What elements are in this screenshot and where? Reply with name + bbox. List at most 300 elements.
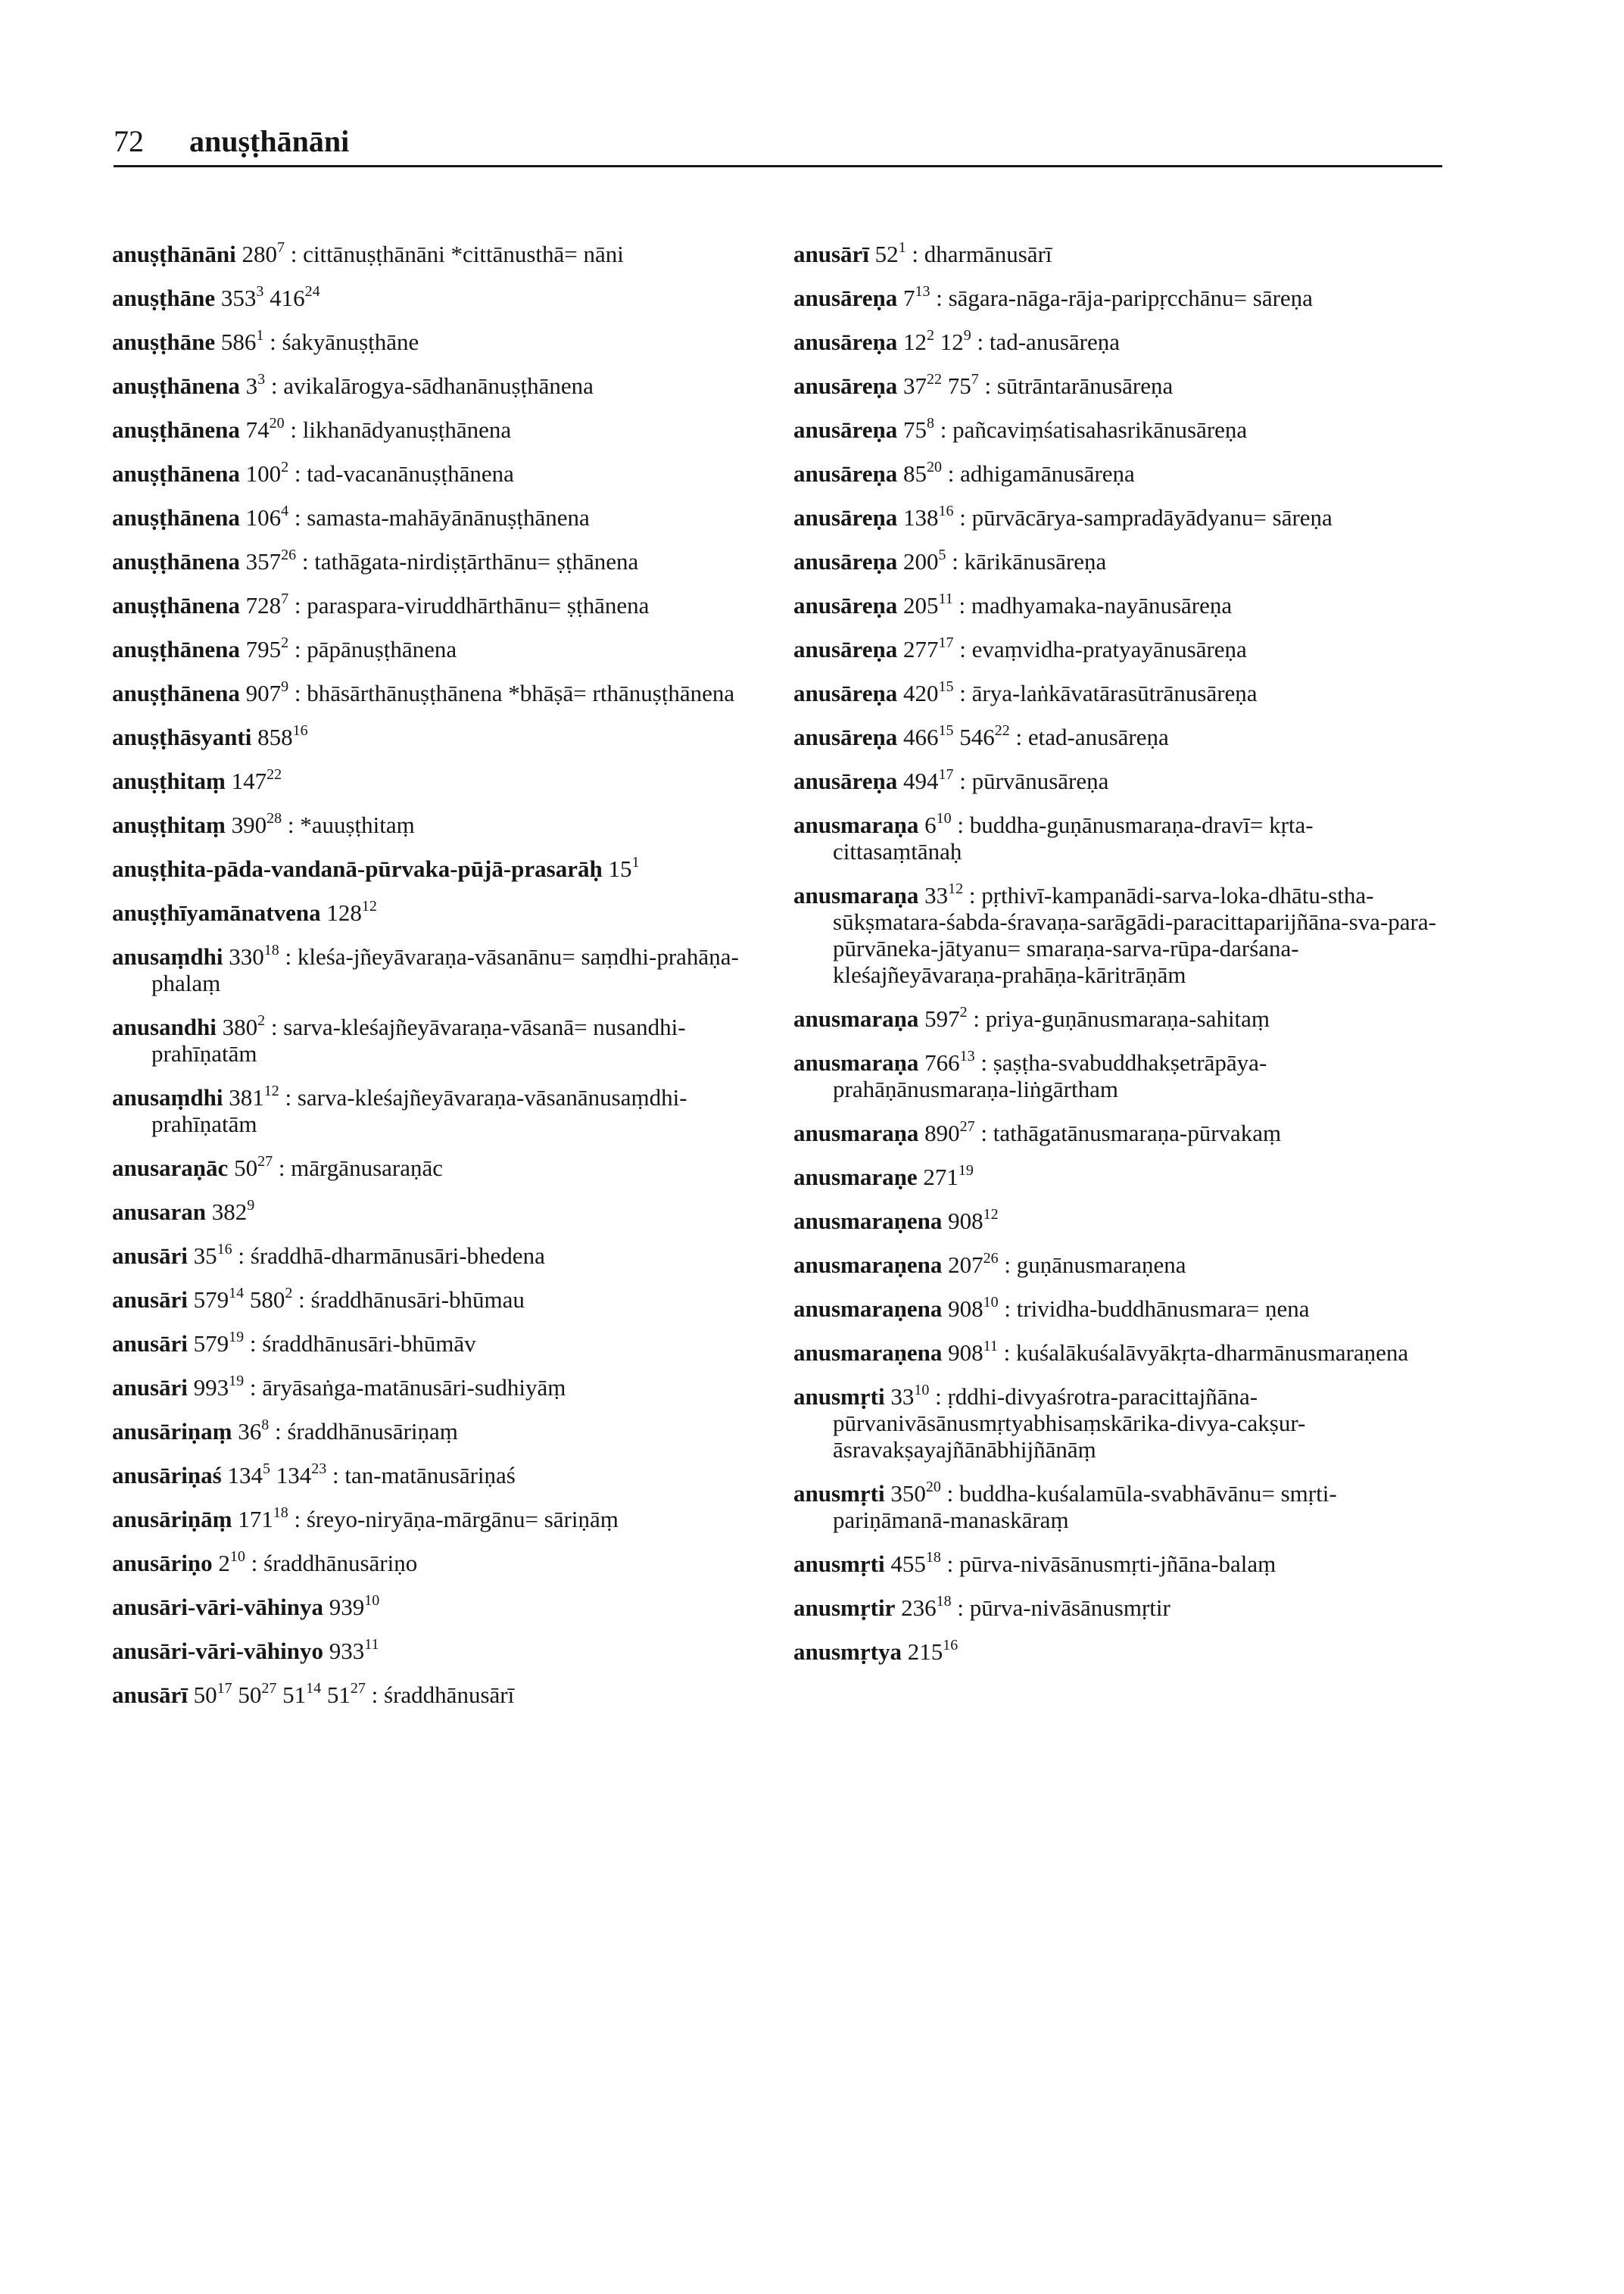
reference-line: 10: [983, 1294, 999, 1311]
reference-page: 3: [245, 372, 258, 399]
reference-line: 8: [261, 1417, 270, 1433]
page-reference: [903, 329, 934, 355]
index-entry: [793, 1383, 1437, 1463]
index-entry: [793, 680, 1437, 706]
entry-context: : pūrva-nivāsānusmṛti-jñāna-balaṃ: [946, 1551, 1276, 1577]
index-entry: [112, 1286, 756, 1313]
reference-line: 7: [971, 371, 979, 388]
entry-headword: anuṣṭhānena: [112, 504, 240, 531]
reference-line: 18: [925, 1549, 941, 1566]
reference-page: 380: [222, 1014, 258, 1040]
entry-context: : pṛthivī-kampanādi-sarva-loka-dhātu-stha-sūkṣmatara-śabda-śravaṇa-sarāgādi-paracittaparijñāna-sva-para-pūrvāneka-jātyanu= smaraṇa-sarva-rūpa-darśana-kleśajñeyāvaraṇa-prahāṇa-kāritrāṇām: [833, 882, 1436, 988]
entry-headword: anusmaraṇa: [793, 812, 919, 838]
index-entry: [793, 1551, 1437, 1577]
page-reference: [232, 768, 282, 794]
index-entry: [112, 1550, 756, 1576]
page-reference: [908, 1638, 959, 1665]
reference-page: 586: [220, 329, 257, 355]
page-reference: [238, 1418, 269, 1445]
reference-line: 2: [281, 634, 289, 651]
entry-headword: anusārī: [112, 1682, 188, 1708]
entry-headword: anuṣṭhāne: [112, 285, 216, 311]
reference-line: 19: [229, 1329, 245, 1345]
index-entry: [112, 1374, 756, 1401]
reference-page: 33: [890, 1383, 915, 1410]
entry-context: : tad-vacanānuṣṭhānena: [294, 460, 514, 487]
entry-context: : paraspara-viruddhārthānu= ṣṭhānena: [294, 592, 650, 619]
entry-headword: anusaran: [112, 1198, 207, 1225]
index-column-left: [112, 241, 756, 1725]
reference-page: 382: [211, 1198, 248, 1225]
reference-line: 3: [256, 283, 264, 300]
entry-headword: anusāri-vāri-vāhinyo: [112, 1638, 324, 1664]
reference-page: 390: [231, 812, 267, 838]
page-reference: [948, 1251, 999, 1278]
reference-line: 17: [217, 1680, 232, 1697]
entry-context: : cittānuṣṭhānāni *cittānusthā= nāni: [290, 241, 624, 267]
reference-line: 22: [927, 371, 942, 388]
reference-line: 4: [281, 503, 289, 519]
reference-page: 205: [903, 592, 939, 619]
index-entry: [112, 724, 756, 750]
entry-headword: anuṣṭhānena: [112, 460, 240, 487]
reference-line: 17: [938, 766, 954, 783]
entry-headword: anuṣṭhāsyanti: [112, 724, 252, 750]
page-reference: [875, 241, 906, 267]
entry-context: : tathāgatānusmaraṇa-pūrvakaṃ: [980, 1120, 1282, 1146]
reference-page: 128: [326, 899, 362, 926]
reference-page: 15: [608, 856, 632, 882]
page-reference: [890, 1383, 929, 1410]
index-entry: [793, 1164, 1437, 1190]
index-entry: [112, 329, 756, 355]
reference-page: 908: [948, 1295, 983, 1322]
page-reference: [903, 548, 946, 575]
page-reference: [903, 724, 954, 750]
page-reference: [282, 1682, 321, 1708]
entry-headword: anusaṃdhi: [112, 1084, 223, 1111]
entry-context: : sarva-kleśajñeyāvaraṇa-vāsanānusaṃdhi-prahīṇatām: [151, 1084, 687, 1137]
page-reference: [242, 241, 285, 267]
page-reference: [948, 1208, 999, 1234]
reference-line: 16: [292, 722, 308, 739]
index-entry: [112, 1462, 756, 1488]
page-reference: [232, 812, 282, 838]
index-entry: [793, 329, 1437, 355]
page-reference: [924, 1005, 968, 1032]
entry-headword: anusmṛti: [793, 1383, 885, 1410]
reference-page: 85: [903, 460, 927, 487]
reference-page: 74: [245, 416, 270, 443]
reference-page: 147: [231, 768, 267, 794]
entry-headword: anusmaraṇa: [793, 1005, 919, 1032]
entry-headword: anusāriṇaś: [112, 1462, 222, 1488]
index-entry: [793, 1594, 1437, 1621]
entry-context: : pūrvācārya-sampradāyādyanu= sāreṇa: [959, 504, 1333, 531]
entry-headword: anusāreṇa: [793, 460, 898, 487]
running-header: [114, 115, 1442, 167]
index-entry: [112, 1594, 756, 1620]
reference-page: 7: [903, 285, 915, 311]
page-reference: [229, 1084, 279, 1111]
reference-line: 12: [983, 1206, 999, 1223]
reference-line: 28: [267, 810, 282, 827]
reference-page: 277: [903, 636, 939, 662]
entry-headword: anusāreṇa: [793, 768, 898, 794]
reference-page: 330: [229, 943, 264, 970]
entry-context: : adhigamānusāreṇa: [947, 460, 1135, 487]
index-entry: [112, 1418, 756, 1445]
page-reference: [903, 416, 934, 443]
entry-headword: anusāreṇa: [793, 636, 898, 662]
page-reference: [903, 768, 954, 794]
page-reference: [194, 1286, 245, 1313]
page-reference: [194, 1330, 245, 1357]
index-entry: [112, 285, 756, 311]
reference-page: 353: [220, 285, 257, 311]
entry-context: : śraddhānusāriṇaṃ: [274, 1418, 458, 1445]
entry-context: : dharmānusārī: [912, 241, 1052, 267]
page-reference: [948, 1295, 999, 1322]
reference-line: 26: [281, 547, 297, 563]
reference-line: 26: [983, 1250, 999, 1267]
reference-line: 17: [938, 634, 954, 651]
entry-headword: anusāriṇaṃ: [112, 1418, 232, 1445]
index-entry: [112, 372, 756, 399]
reference-line: 8: [927, 415, 934, 432]
entry-context: : tan-matānusāriṇaś: [332, 1462, 516, 1488]
entry-headword: anusāri-vāri-vāhinya: [112, 1594, 324, 1620]
entry-context: : buddha-kuśalamūla-svabhāvānu= smṛti-pariṇāmanā-manaskāraṃ: [833, 1480, 1337, 1533]
page-number: 72: [114, 124, 144, 158]
reference-page: 728: [245, 592, 282, 619]
entry-headword: anusāreṇa: [793, 680, 898, 706]
entry-headword: anusmṛti: [793, 1551, 885, 1577]
index-entry: [793, 1480, 1437, 1533]
index-entry: [112, 1242, 756, 1269]
index-entry: [793, 1120, 1437, 1146]
reference-line: 9: [963, 327, 971, 344]
index-entry: [793, 882, 1437, 988]
reference-page: 381: [229, 1084, 264, 1111]
page-reference: [959, 724, 1010, 750]
index-entry: [793, 548, 1437, 575]
entry-headword: anusāreṇa: [793, 372, 898, 399]
reference-page: 939: [329, 1594, 365, 1620]
page-reference: [229, 943, 279, 970]
reference-line: 1: [256, 327, 264, 344]
reference-page: 50: [238, 1682, 262, 1708]
index-entry: [112, 241, 756, 267]
reference-line: 9: [281, 678, 289, 695]
page-reference: [329, 1638, 379, 1664]
entry-headword: anuṣṭhānena: [112, 592, 240, 619]
page-reference: [326, 899, 377, 926]
entry-headword: anuṣṭhānena: [112, 548, 240, 575]
index-entry: [793, 592, 1437, 619]
reference-line: 2: [281, 459, 289, 475]
reference-line: 10: [914, 1382, 930, 1398]
entry-context: : pūrva-nivāsānusmṛtir: [957, 1594, 1170, 1621]
page-reference: [246, 680, 289, 706]
entry-headword: anusmaraṇa: [793, 1120, 919, 1146]
entry-headword: anuṣṭhāne: [112, 329, 216, 355]
index-entry: [793, 724, 1437, 750]
reference-page: 215: [907, 1638, 943, 1665]
running-title: anuṣṭhānāni: [189, 124, 350, 158]
page-reference: [948, 1339, 998, 1366]
index-entry: [793, 285, 1437, 311]
index-entry: [793, 1638, 1437, 1665]
entry-context: : śraddhānusāri-bhūmau: [298, 1286, 525, 1313]
page-reference: [948, 372, 979, 399]
entry-headword: anusmaraṇa: [793, 882, 919, 909]
reference-line: 1: [898, 239, 906, 256]
page-reference: [221, 329, 264, 355]
index-column-right: [793, 241, 1437, 1682]
reference-line: 19: [229, 1373, 245, 1389]
index-entry: [112, 1682, 756, 1708]
entry-context: : trividha-buddhānusmara= ṇena: [1004, 1295, 1310, 1322]
entry-headword: anusāri: [112, 1242, 188, 1269]
reference-page: 37: [903, 372, 927, 399]
index-entry: [112, 768, 756, 794]
page-reference: [246, 636, 289, 662]
entry-headword: anusāri: [112, 1330, 188, 1357]
entry-context: : sūtrāntarānusāreṇa: [984, 372, 1174, 399]
page-reference: [246, 416, 285, 443]
reference-line: 27: [261, 1680, 277, 1697]
reference-line: 15: [938, 678, 954, 695]
reference-page: 908: [948, 1339, 983, 1366]
reference-line: 16: [217, 1241, 232, 1258]
reference-page: 350: [890, 1480, 926, 1507]
page-reference: [194, 1682, 232, 1708]
reference-line: 14: [306, 1680, 322, 1697]
reference-line: 20: [925, 1479, 941, 1495]
entry-headword: anusāreṇa: [793, 548, 898, 575]
index-entry: [112, 636, 756, 662]
reference-line: 12: [263, 1083, 279, 1099]
entry-headword: anuṣṭhīyamānatvena: [112, 899, 321, 926]
page-reference: [223, 1014, 266, 1040]
reference-page: 416: [270, 285, 305, 311]
reference-page: 171: [238, 1506, 273, 1532]
reference-page: 12: [940, 329, 964, 355]
index-entry: [112, 856, 756, 882]
index-entry: [793, 372, 1437, 399]
page-reference: [903, 285, 930, 311]
index-entry: [793, 636, 1437, 662]
reference-line: 20: [269, 415, 285, 432]
reference-page: 579: [193, 1286, 229, 1313]
entry-context: : śraddhānusāriṇo: [251, 1550, 418, 1576]
reference-line: 19: [958, 1162, 974, 1179]
entry-context: : sāgara-nāga-rāja-paripṛcchānu= sāreṇa: [936, 285, 1313, 311]
entry-context: : śraddhānusāri-bhūmāv: [249, 1330, 476, 1357]
entry-headword: anusaraṇāc: [112, 1155, 229, 1181]
index-entry: [112, 1638, 756, 1664]
reference-page: 106: [245, 504, 282, 531]
index-entry: [793, 1295, 1437, 1322]
reference-line: 27: [257, 1153, 273, 1170]
page-reference: [194, 1374, 245, 1401]
reference-line: 18: [273, 1504, 288, 1521]
index-entry: [112, 1198, 756, 1225]
entry-headword: anusāreṇa: [793, 504, 898, 531]
entry-headword: anusāreṇa: [793, 329, 898, 355]
reference-page: 12: [903, 329, 927, 355]
page-reference: [924, 882, 963, 909]
entry-context: : pūrvānusāreṇa: [959, 768, 1109, 794]
entry-headword: anuṣṭhānena: [112, 680, 240, 706]
reference-line: 2: [257, 1012, 266, 1029]
reference-page: 138: [903, 504, 939, 531]
entry-context: : śakyānuṣṭhāne: [270, 329, 419, 355]
reference-line: 13: [959, 1048, 975, 1064]
reference-line: 5: [938, 547, 946, 563]
entry-context: : ārya-laṅkāvatārasūtrānusāreṇa: [959, 680, 1258, 706]
index-entry: [793, 1208, 1437, 1234]
index-entry: [793, 460, 1437, 487]
page-reference: [903, 372, 942, 399]
page-reference: [234, 1155, 273, 1181]
index-entry: [793, 1049, 1437, 1102]
entry-headword: anusāri: [112, 1286, 188, 1313]
page-reference: [246, 504, 289, 531]
index-entry: [112, 1084, 756, 1137]
entry-context: : śraddhā-dharmānusāri-bhedena: [238, 1242, 545, 1269]
entry-context: : pañcaviṃśatisahasrikānusāreṇa: [940, 416, 1248, 443]
reference-page: 546: [959, 724, 995, 750]
entry-headword: anuṣṭhitaṃ: [112, 768, 226, 794]
reference-page: 357: [245, 548, 282, 575]
entry-context: : *auuṣṭhitaṃ: [287, 812, 415, 838]
page-reference: [924, 1120, 975, 1146]
reference-page: 134: [227, 1462, 263, 1488]
entry-headword: anusāreṇa: [793, 592, 898, 619]
index-entry: [793, 1339, 1437, 1366]
entry-context: : tad-anusāreṇa: [977, 329, 1120, 355]
page-reference: [903, 680, 954, 706]
reference-page: 890: [924, 1120, 960, 1146]
reference-line: 11: [938, 591, 953, 607]
entry-headword: anusmaraṇena: [793, 1208, 943, 1234]
reference-page: 908: [948, 1208, 983, 1234]
reference-page: 33: [924, 882, 949, 909]
entry-context: : mārgānusaraṇāc: [278, 1155, 443, 1181]
entry-context: : madhyamaka-nayānusāreṇa: [959, 592, 1233, 619]
entry-context: : etad-anusāreṇa: [1015, 724, 1169, 750]
reference-line: 3: [257, 371, 266, 388]
page-reference: [329, 1594, 380, 1620]
page-reference: [923, 1164, 974, 1190]
reference-line: 5: [262, 1460, 270, 1477]
reference-page: 280: [242, 241, 277, 267]
index-entry: [112, 548, 756, 575]
page-reference: [218, 1550, 245, 1576]
index-entry: [793, 416, 1437, 443]
index-entry: [793, 241, 1437, 267]
entry-headword: anusāri: [112, 1374, 188, 1401]
entry-headword: anusandhi: [112, 1014, 217, 1040]
reference-page: 51: [326, 1682, 351, 1708]
page-reference: [246, 548, 297, 575]
reference-page: 75: [903, 416, 927, 443]
reference-page: 36: [238, 1418, 262, 1445]
index-entry: [793, 504, 1437, 531]
reference-page: 466: [903, 724, 939, 750]
reference-page: 236: [901, 1594, 937, 1621]
reference-page: 75: [947, 372, 971, 399]
index-entry: [793, 768, 1437, 794]
reference-page: 52: [874, 241, 899, 267]
page-reference: [903, 592, 953, 619]
entry-context: : priya-guṇānusmaraṇa-sahitaṃ: [973, 1005, 1270, 1032]
page-reference: [246, 372, 266, 399]
entry-headword: anusmaraṇe: [793, 1164, 918, 1190]
page-reference: [227, 1462, 270, 1488]
page-reference: [194, 1242, 232, 1269]
entry-headword: anuṣṭhānena: [112, 372, 240, 399]
reference-line: 11: [983, 1338, 998, 1354]
reference-line: 15: [938, 722, 954, 739]
page-reference: [940, 329, 971, 355]
page-reference: [238, 1506, 288, 1532]
reference-page: 766: [924, 1049, 960, 1076]
reference-line: 22: [267, 766, 282, 783]
entry-headword: anuṣṭhānena: [112, 416, 240, 443]
entry-context: : sarva-kleśajñeyāvaraṇa-vāsanā= nusandhi-prahīṇatām: [151, 1014, 686, 1067]
reference-line: 11: [364, 1636, 379, 1653]
entry-context: : pāpānuṣṭhānena: [294, 636, 457, 662]
entry-headword: anusmṛti: [793, 1480, 885, 1507]
entry-context: : buddha-guṇānusmaraṇa-dravī= kṛta-cittasaṃtānaḥ: [833, 812, 1314, 865]
page-reference: [270, 285, 320, 311]
reference-page: 858: [257, 724, 293, 750]
page-reference: [238, 1682, 276, 1708]
reference-line: 23: [311, 1460, 327, 1477]
reference-line: 7: [281, 591, 289, 607]
index-entry: [112, 504, 756, 531]
page-reference: [924, 812, 952, 838]
reference-page: 597: [924, 1005, 960, 1032]
page-reference: [276, 1462, 327, 1488]
reference-line: 12: [361, 898, 377, 915]
entry-headword: anuṣṭhitaṃ: [112, 812, 226, 838]
entry-headword: anusaṃdhi: [112, 943, 223, 970]
reference-page: 207: [948, 1251, 983, 1278]
reference-line: 10: [229, 1548, 245, 1565]
entry-context: : āryāsaṅga-matānusāri-sudhiyāṃ: [249, 1374, 566, 1401]
index-entry: [112, 899, 756, 926]
reference-page: 134: [276, 1462, 312, 1488]
entry-context: : ṛddhi-divyaśrotra-paracittajñāna-pūrvanivāsānusmṛtyabhisaṃskārika-divya-cakṣur-āsravakṣayajñānābhijñānāṃ: [833, 1383, 1306, 1463]
entry-context: : bhāsārthānuṣṭhānena *bhāṣā= rthānuṣṭhānena: [294, 680, 735, 706]
entry-context: : likhanādyanuṣṭhānena: [290, 416, 512, 443]
reference-line: 27: [350, 1680, 366, 1697]
reference-line: 18: [936, 1593, 952, 1610]
page-reference: [903, 504, 954, 531]
reference-line: 9: [247, 1197, 255, 1214]
reference-page: 271: [923, 1164, 959, 1190]
index-entry: [112, 1014, 756, 1067]
reference-page: 579: [193, 1330, 229, 1357]
reference-line: 24: [304, 283, 320, 300]
page-reference: [221, 285, 264, 311]
reference-line: 10: [364, 1592, 380, 1609]
index-entry: [112, 812, 756, 838]
